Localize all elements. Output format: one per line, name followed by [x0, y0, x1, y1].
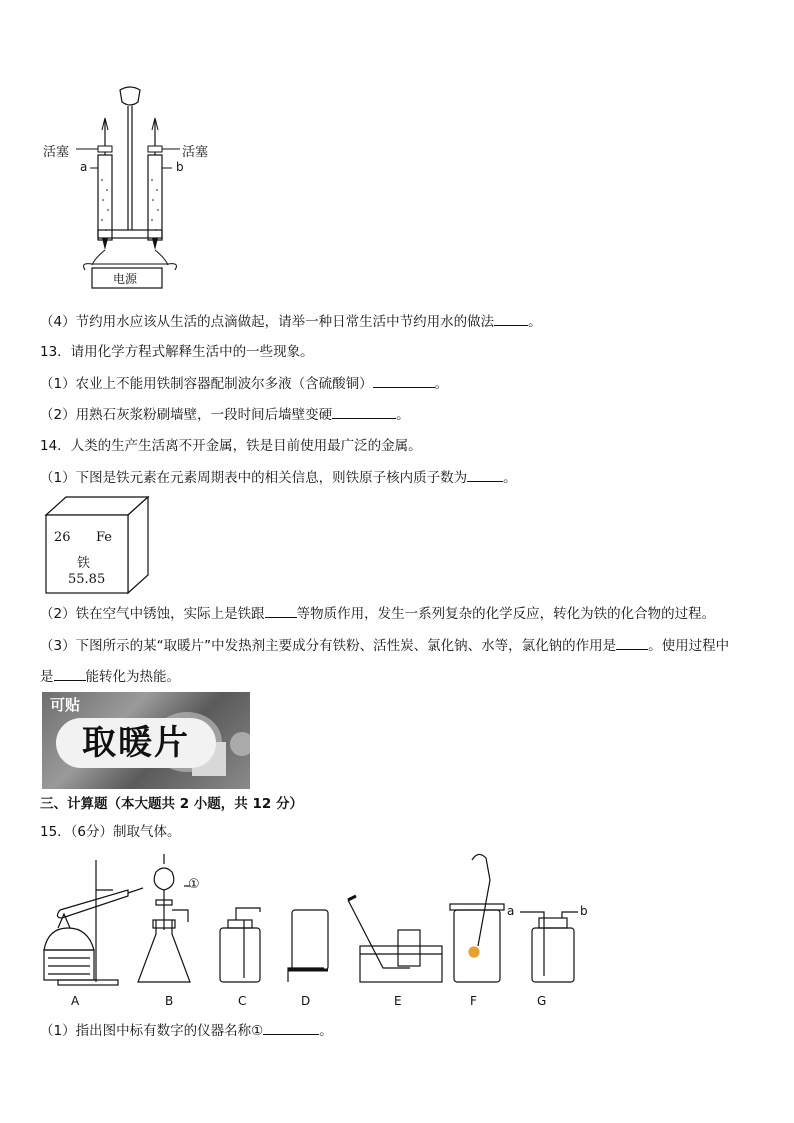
gas-apparatus-figure — [38, 850, 598, 1015]
element-name: 铁 — [77, 556, 91, 571]
photo-main-text: 取暖片 — [56, 718, 216, 768]
stopcock-right-label: 活塞 — [182, 145, 209, 160]
apparatus-label-a: A — [71, 994, 80, 1008]
apparatus-f — [450, 854, 504, 982]
element-symbol: Fe — [96, 530, 113, 545]
answer-blank[interactable] — [616, 635, 648, 650]
apparatus-label-g: G — [537, 994, 547, 1008]
q15-part1: （1）指出图中标有数字的仪器名称① 。 — [40, 1020, 333, 1041]
q12-part4: （4）节约用水应该从生活的点滴做起，请举一种日常生活中节约用水的做法 。 — [40, 311, 542, 332]
apparatus-label-e: E — [394, 994, 402, 1008]
q14-part2: （2）铁在空气中锈蚀，实际上是铁跟 等物质作用，发生一系列复杂的化学反应，转化为铁的化合物的过程。 — [40, 603, 715, 624]
apparatus-label-f: F — [470, 994, 477, 1008]
answer-blank[interactable] — [263, 1020, 319, 1035]
apparatus-c — [220, 908, 260, 982]
element-atomic-mass: 55.85 — [68, 572, 106, 587]
g-port-a-label: a — [507, 904, 515, 918]
q14-part3: （3）下图所示的某“取暖片”中发热剂主要成分有铁粉、活性炭、氯化钠、水等，氯化钠的作用是 。使用过程中 — [40, 635, 729, 656]
q13-part2: （2）用熟石灰浆粉刷墙壁，一段时间后墙壁变硬 。 — [40, 404, 410, 425]
power-supply-label: 电源 — [113, 272, 138, 286]
apparatus-label-c: C — [238, 994, 247, 1008]
q14-stem: 14．人类的生产生活离不开金属，铁是目前使用最广泛的金属。 — [40, 438, 422, 454]
tube-a-label: a — [80, 160, 88, 174]
photo-top-text: 可贴 — [50, 696, 81, 714]
q14-part3-cont: 是 能转化为热能。 — [40, 666, 180, 687]
answer-blank[interactable] — [467, 467, 503, 482]
g-port-b-label: b — [580, 904, 588, 918]
answer-blank[interactable] — [373, 373, 435, 388]
section3-heading: 三、计算题（本大题共 2 小题，共 12 分） — [40, 796, 303, 812]
stopcock-left-label: 活塞 — [43, 145, 70, 160]
apparatus-label-d: D — [301, 994, 311, 1008]
answer-blank[interactable] — [265, 603, 297, 618]
tube-b-label: b — [176, 160, 184, 174]
q13-part1: （1）农业上不能用铁制容器配制波尔多液（含硫酸铜） 。 — [40, 373, 448, 394]
element-atomic-number: 26 — [54, 530, 71, 545]
answer-blank[interactable] — [54, 666, 86, 681]
apparatus-e — [348, 896, 442, 982]
q14-part1: （1）下图是铁元素在元素周期表中的相关信息，则铁原子核内质子数为 。 — [40, 467, 517, 488]
apparatus-b — [138, 854, 190, 982]
answer-blank[interactable] — [494, 311, 528, 326]
apparatus-a — [44, 860, 143, 985]
hand-warmer-photo — [42, 692, 250, 789]
q15-stem: 15．（6分）制取气体。 — [40, 824, 181, 840]
q13-stem: 13．请用化学方程式解释生活中的一些现象。 — [40, 344, 314, 360]
apparatus-d — [288, 910, 328, 982]
apparatus-g — [520, 912, 578, 982]
answer-blank[interactable] — [332, 404, 396, 419]
electrolysis-apparatus-figure — [40, 80, 230, 295]
photo-circle — [230, 732, 250, 756]
funnel-marker: ① — [188, 877, 200, 892]
apparatus-label-b: B — [165, 994, 174, 1008]
